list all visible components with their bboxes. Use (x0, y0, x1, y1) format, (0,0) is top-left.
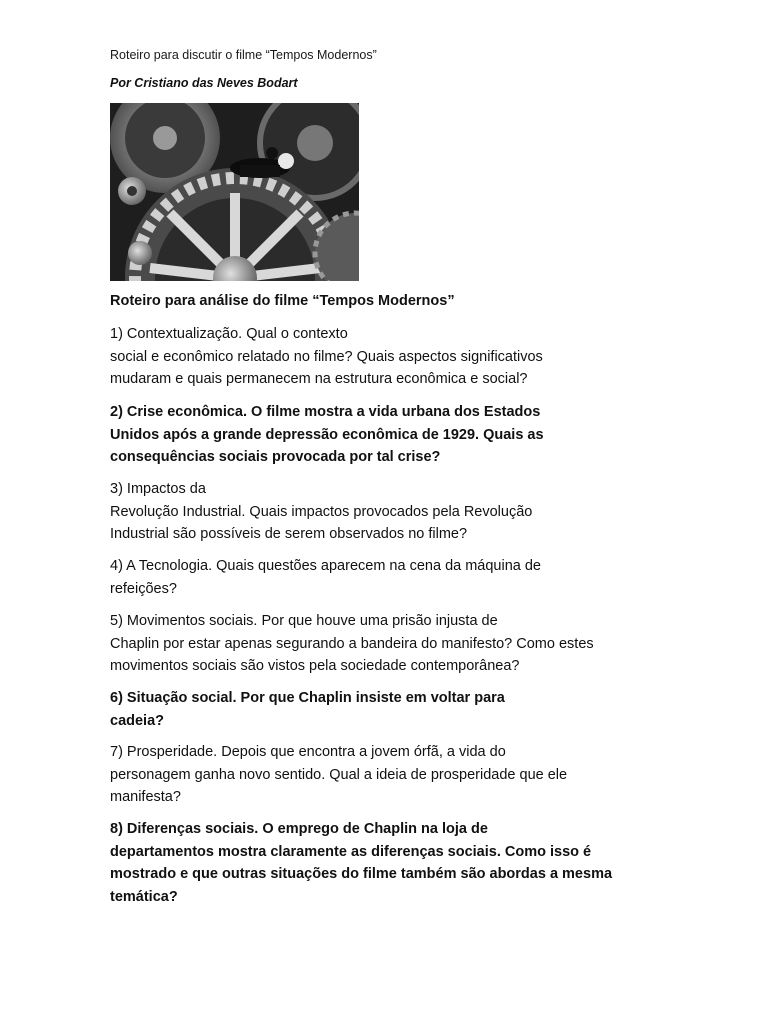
question-line: mudaram e quais permanecem na estrutura econômica e social? (110, 371, 528, 387)
question-line: 3) Impactos da (110, 481, 206, 497)
question-line: Chaplin por estar apenas segurando a bandeira do manifesto? Como estes (110, 635, 594, 652)
question-line: departamentos mostra claramente as diferenças sociais. Como isso é (110, 843, 592, 860)
question-line: refeições? (110, 580, 177, 597)
question-line: temática? (110, 888, 178, 905)
question-line: mostrado e que outras situações do filme também são abordas a mesma (110, 866, 613, 882)
question-line: cadeia? (110, 712, 164, 729)
question-7 (110, 741, 690, 809)
question-line: Revolução Industrial. Quais impactos provocados pela Revolução (110, 503, 533, 520)
section-heading: Roteiro para análise do filme “Tempos Modernos” (110, 293, 455, 309)
question-6 (110, 687, 690, 732)
question-3 (110, 478, 690, 546)
question-8 (110, 818, 690, 908)
document-title: Roteiro para discutir o filme “Tempos Modernos” (110, 48, 377, 62)
film-still-image (110, 103, 359, 281)
question-line: manifesta? (110, 789, 181, 805)
question-line: Industrial são possíveis de serem observados no filme? (110, 526, 468, 542)
question-line: personagem ganha novo sentido. Qual a ideia de prosperidade que ele (110, 766, 568, 783)
question-line: 5) Movimentos sociais. Por que houve uma prisão injusta de (110, 613, 498, 629)
question-line: 4) A Tecnologia. Quais questões aparecem na cena da máquina de (110, 558, 541, 574)
question-line: 2) Crise econômica. O filme mostra a vida urbana dos Estados (110, 404, 541, 420)
question-line: consequências sociais provocada por tal crise? (110, 449, 441, 465)
question-line: social e econômico relatado no filme? Quais aspectos significativos (110, 348, 543, 365)
question-4 (110, 555, 690, 600)
question-line: 8) Diferenças sociais. O emprego de Chaplin na loja de (110, 821, 488, 837)
question-line: 7) Prosperidade. Depois que encontra a jovem órfã, a vida do (110, 744, 506, 760)
question-line: Unidos após a grande depressão econômica de 1929. Quais as (110, 426, 544, 443)
question-line: movimentos sociais são vistos pela sociedade contemporânea? (110, 658, 520, 674)
author-line: Por Cristiano das Neves Bodart (110, 76, 298, 90)
question-line: 1) Contextualização. Qual o contexto (110, 326, 348, 342)
gears-illustration (110, 103, 359, 281)
question-5 (110, 610, 690, 678)
question-1 (110, 323, 690, 391)
question-2 (110, 401, 690, 469)
question-line: 6) Situação social. Por que Chaplin insiste em voltar para (110, 690, 505, 706)
